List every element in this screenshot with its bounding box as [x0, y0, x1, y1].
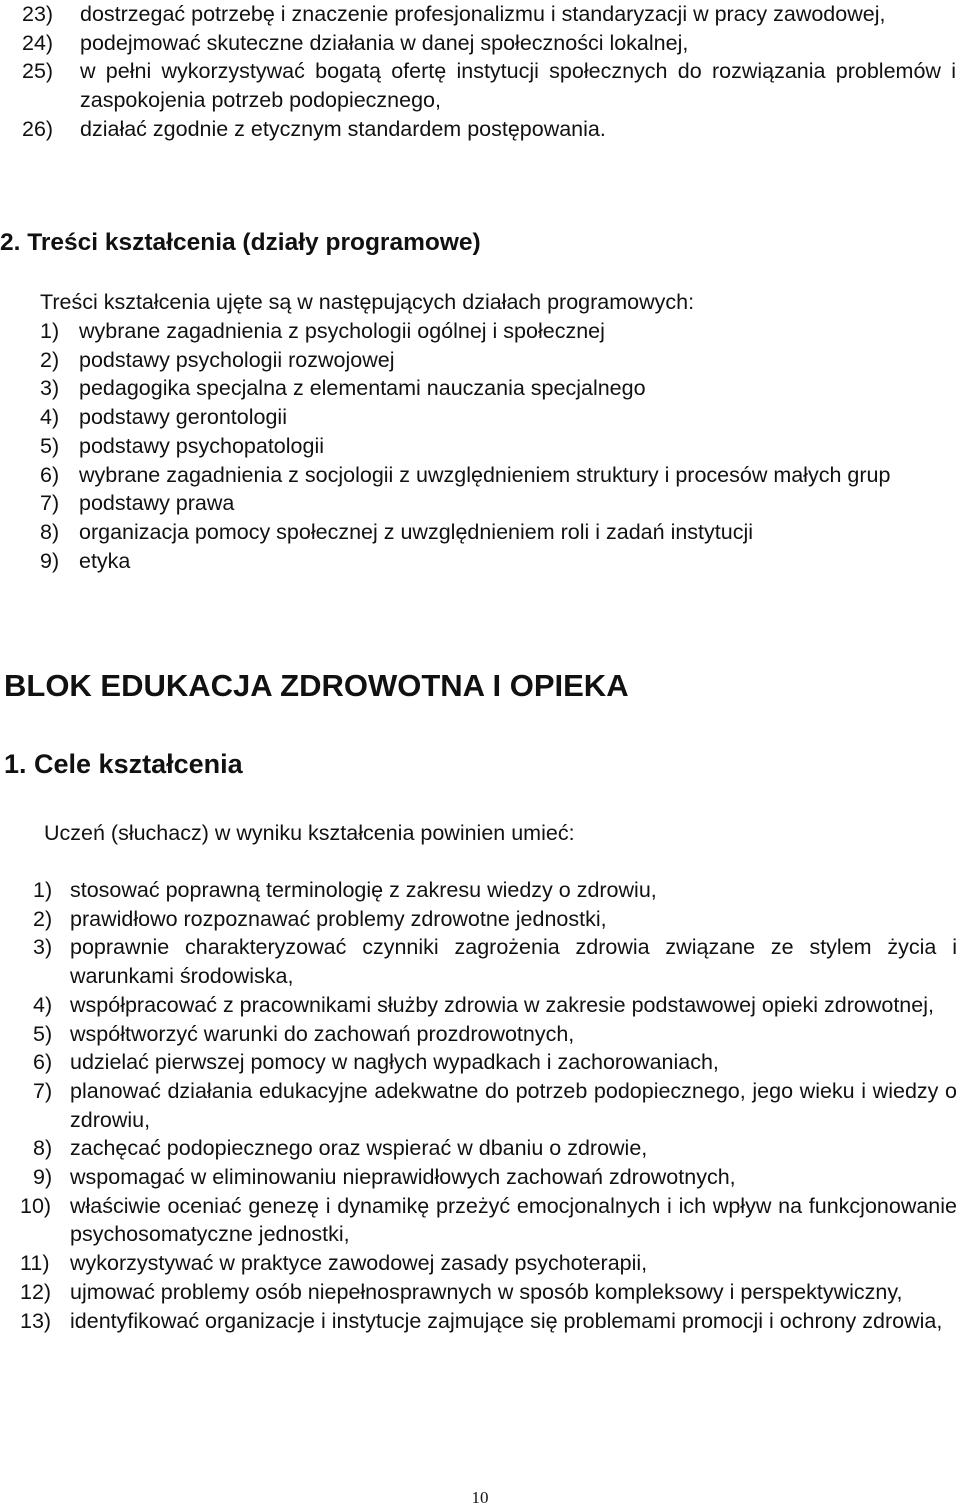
list-item: [20, 876, 957, 905]
list-item-text: wspomagać w eliminowaniu nieprawidłowych zachowań zdrowotnych,: [70, 1165, 736, 1190]
list-item-number: 9): [40, 548, 60, 573]
list-item-number: 4): [40, 405, 60, 430]
list-item-text: podstawy psychopatologii: [79, 433, 325, 458]
learning-goals-list: [0, 876, 960, 1335]
list-item-text: etyka: [79, 548, 131, 573]
list-item-number: 7): [33, 1078, 53, 1103]
list-item-text: podstawy gerontologii: [79, 405, 287, 430]
list-item-number: 5): [40, 433, 60, 458]
list-item-number: 10): [20, 1193, 52, 1218]
list-item-number: 2): [33, 906, 53, 931]
list-item-number: 12): [20, 1279, 52, 1304]
list-item: [20, 905, 957, 934]
list-item-text: udzielać pierwszej pomocy w nagłych wypadkach i zachorowaniach,: [70, 1050, 719, 1075]
list-item: [20, 1077, 957, 1134]
list-item-number: 9): [33, 1165, 53, 1190]
list-item-number: 6): [33, 1050, 53, 1075]
list-item-text: współpracować z pracownikami służby zdrowia w zakresie podstawowej opieki zdrowotnej,: [70, 992, 934, 1017]
list-item-number: 5): [33, 1021, 53, 1046]
list-item-number: 23): [22, 2, 54, 26]
list-item-text: stosować poprawną terminologię z zakresu wiedzy o zdrowiu,: [70, 878, 657, 902]
list-item-text: współtworzyć warunki do zachowań prozdrowotnych,: [70, 1021, 575, 1046]
list-item: [40, 489, 956, 518]
list-item: [20, 1249, 957, 1278]
list-item-text: podejmować skuteczne działania w danej społeczności lokalnej,: [80, 30, 689, 55]
list-item-text: planować działania edukacyjne adekwatne do potrzeb podopiecznego, jego wieku i wiedzy o zdrowiu,: [70, 1078, 957, 1132]
list-item: [20, 1048, 957, 1077]
list-item-text: w pełni wykorzystywać bogatą ofertę instytucji społecznych do rozwiązania problemów i zaspokojenia potrzeb podopiecznego,: [80, 59, 956, 113]
intro-list: [0, 0, 960, 144]
section-intro: Treści kształcenia ujęte są w następujących działach programowych:: [40, 290, 695, 314]
list-item-text: podstawy prawa: [79, 491, 235, 516]
list-item: [20, 1020, 957, 1049]
list-item-number: 11): [20, 1251, 50, 1276]
list-item: [20, 991, 957, 1020]
list-item-number: 13): [20, 1308, 52, 1333]
list-item-number: 4): [33, 992, 53, 1017]
list-item-number: 8): [33, 1136, 53, 1161]
list-item-text: organizacja pomocy społecznej z uwzględnieniem roli i zadań instytucji: [79, 519, 754, 544]
program-sections-list: [0, 317, 960, 575]
list-item-text: dostrzegać potrzebę i znaczenie profesjonalizmu i standaryzacji w pracy zawodowej,: [80, 2, 886, 26]
list-item: [40, 518, 956, 547]
list-item-number: 24): [22, 30, 54, 55]
list-item: [20, 1192, 957, 1249]
list-item: [40, 461, 956, 490]
list-item-number: 26): [22, 116, 54, 141]
list-item-number: 8): [40, 519, 60, 544]
list-item-text: identyfikować organizacje i instytucje zajmujące się problemami promocji i ochrony zdrowia,: [70, 1308, 943, 1333]
section-heading: 1. Cele kształcenia: [4, 749, 243, 779]
list-item: [20, 1278, 957, 1307]
list-item-text: zachęcać podopiecznego oraz wspierać w dbaniu o zdrowie,: [70, 1136, 648, 1161]
list-item: [20, 933, 957, 990]
list-item-number: 2): [40, 347, 60, 372]
list-item-number: 1): [33, 878, 53, 902]
page-number: 10: [471, 1488, 489, 1507]
list-item-text: prawidłowo rozpoznawać problemy zdrowotne jednostki,: [70, 906, 607, 931]
list-item-text: właściwie oceniać genezę i dynamikę przeżyć emocjonalnych i ich wpływ na funkcjonowanie psychosomatyczne jednostki,: [70, 1193, 957, 1247]
section-intro: Uczeń (słuchacz) w wyniku kształcenia powinien umieć:: [44, 821, 575, 845]
list-item-text: wybrane zagadnienia z socjologii z uwzględnieniem struktury i procesów małych grup: [79, 462, 891, 487]
list-item-number: 3): [40, 376, 60, 401]
list-item-text: wybrane zagadnienia z psychologii ogólnej i społecznej: [79, 319, 605, 343]
list-item: [40, 547, 956, 576]
list-item-text: pedagogika specjalna z elementami nauczania specjalnego: [79, 376, 646, 401]
list-item: [40, 317, 956, 346]
list-item-number: 3): [33, 935, 53, 960]
list-item-text: poprawnie charakteryzować czynniki zagrożenia zdrowia związane ze stylem życia i warunkami środowiska,: [70, 935, 957, 989]
block-title: BLOK EDUKACJA ZDROWOTNA I OPIEKA: [4, 668, 629, 703]
list-item-text: podstawy psychologii rozwojowej: [79, 347, 395, 372]
list-item: [20, 1307, 957, 1336]
list-item: [22, 115, 956, 144]
list-item: [22, 57, 956, 114]
list-item-text: ujmować problemy osób niepełnosprawnych w sposób kompleksowy i perspektywiczny,: [70, 1279, 903, 1304]
list-item: [40, 432, 956, 461]
list-item-number: 7): [40, 491, 60, 516]
list-item: [20, 1163, 957, 1192]
list-item: [22, 29, 956, 58]
list-item: [22, 0, 956, 29]
list-item-number: 1): [40, 319, 60, 343]
list-item-number: 25): [22, 59, 54, 84]
list-item: [40, 346, 956, 375]
list-item: [40, 374, 956, 403]
list-item: [20, 1134, 957, 1163]
list-item-number: 6): [40, 462, 60, 487]
list-item-text: działać zgodnie z etycznym standardem postępowania.: [80, 116, 606, 141]
list-item-text: wykorzystywać w praktyce zawodowej zasady psychoterapii,: [70, 1251, 648, 1276]
section-heading: 2. Treści kształcenia (działy programowe): [0, 229, 481, 256]
list-item: [40, 403, 956, 432]
